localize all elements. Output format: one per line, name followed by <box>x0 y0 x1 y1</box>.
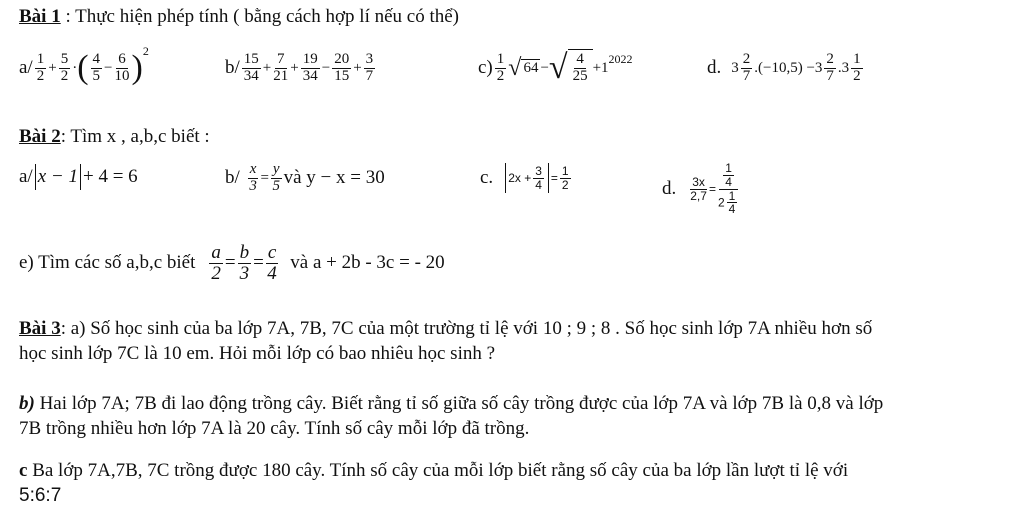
fraction: $\frac{2}{7}$ <box>742 50 751 84</box>
fraction: $\frac{1}{2}$ <box>496 50 505 84</box>
bai3-c-line1 <box>19 460 848 482</box>
fraction: $\frac{4}{5}$ <box>92 50 101 84</box>
bai2-title: Bài 2 <box>19 126 61 147</box>
fraction: $\frac{7}{21}$ <box>273 50 289 84</box>
bai3-c-line2: 5:6:7 <box>19 485 62 506</box>
bai3-b-line1 <box>19 393 883 415</box>
bai1-part-a: a/ $\frac{1}{2}$ + $\frac{5}{2}$ · ( $\frac{4}{5}$ − $\frac{6}{10}$ ) 2 <box>19 44 149 86</box>
bai2-part-b: b/ $\frac{x}{3}$ = $\frac{y}{5}$ và y − x = 30 <box>225 160 385 194</box>
bai2-instruction: : Tìm x , a,b,c biết : <box>60 126 210 147</box>
power-base: 1 <box>601 59 609 76</box>
exponent: 2022 <box>608 52 633 66</box>
bai1-title: Bài 1 <box>19 6 61 27</box>
bai2-d-label: d. <box>662 178 677 199</box>
bai1-a-label: a/ <box>19 57 33 78</box>
bai2-heading <box>19 126 210 148</box>
fraction: $\frac{20}{15}$ <box>334 50 350 84</box>
bai3-a-line2: học sinh lớp 7C là 10 em. Hỏi mỗi lớp có bao nhiêu học sinh ? <box>19 343 496 364</box>
bai3-a-text: : a) Số học sinh của ba lớp 7A, 7B, 7C của một trường tỉ lệ với 10 ; 9 ; 8 . Số học sinh lớp 7A nhiều hơn số <box>60 318 873 339</box>
fraction: $\frac{19}{34}$ <box>302 50 318 84</box>
bai2-part-d: d. $\frac{3x}{2,7}$ = $\frac{1}{4}$ 2 $\frac{1}{4}$ <box>662 146 741 232</box>
bai1-d-label: d. <box>707 57 722 78</box>
fraction: $\frac{a}{2}$ <box>211 241 221 284</box>
fraction: $\frac{x}{3}$ <box>249 160 257 194</box>
bai2-e-rest: và a + 2b - 3c = - 20 <box>290 252 445 273</box>
fraction: $\frac{1}{2}$ <box>36 50 45 84</box>
sqrt-sign: √ <box>548 49 568 86</box>
fraction: $\frac{3}{4}$ <box>535 163 542 192</box>
fraction: $\frac{c}{4}$ <box>267 241 277 284</box>
fraction: $\frac{1}{2}$ <box>853 50 861 84</box>
bai2-b-label: b/ <box>225 167 240 188</box>
bai1-part-c: c) $\frac{1}{2}$ √ 64 − √ $\frac{4}{25}$ + 1 2022 <box>478 49 633 86</box>
bai2-c-label: c. <box>480 167 494 188</box>
bai3-b-label: b) <box>19 393 35 414</box>
bai1-part-b: b/ $\frac{15}{34}$ + $\frac{7}{21}$ + $\frac{19}{34}$ − $\frac{20}{15}$ + $\frac{3}{7}$ <box>225 50 374 84</box>
fraction: $\frac{4}{25}$ <box>572 51 588 84</box>
fraction: $\frac{15}{34}$ <box>243 50 259 84</box>
fraction: $\frac{1}{4}$ <box>728 188 736 217</box>
fraction: $\frac{3x}{2,7}$ <box>690 174 707 203</box>
fraction: $\frac{6}{10}$ <box>114 50 130 84</box>
sqrt-radicand: 64 <box>523 60 539 76</box>
bai1-c-label: c) <box>478 57 493 78</box>
bai3-b-line2: 7B trồng nhiều hơn lớp 7A là 20 cây. Tính số cây mỗi lớp đã trồng. <box>19 418 530 439</box>
bai1-heading <box>19 6 459 28</box>
exponent: 2 <box>142 44 149 58</box>
bai2-b-rest: và y − x = 30 <box>283 167 385 188</box>
sqrt-sign: √ <box>508 54 522 81</box>
fraction: $\frac{y}{5}$ <box>272 160 280 194</box>
bai1-b-label: b/ <box>225 57 240 78</box>
bai2-a-label: a/ <box>19 166 33 187</box>
bai3-b-text: Hai lớp 7A; 7B đi lao động trồng cây. Biết rằng tỉ số giữa số cây trồng được của lớp 7A và lớp 7B là 0,8 và lớp <box>34 393 884 414</box>
bai2-e-text: e) Tìm các số a,b,c biết <box>19 252 196 273</box>
bai2-part-c: c. 2x + $\frac{3}{4}$ = $\frac{1}{2}$ <box>480 163 569 192</box>
bai3-a-line1 <box>19 318 872 340</box>
fraction: $\frac{b}{3}$ <box>239 241 250 284</box>
fraction: $\frac{3}{7}$ <box>365 50 374 84</box>
fraction: $\frac{5}{2}$ <box>60 50 69 84</box>
bai3-title: Bài 3 <box>19 318 61 339</box>
bai2-part-a <box>19 160 138 194</box>
bai1-instruction: : Thực hiện phép tính ( bằng cách hợp lí nếu có thể) <box>60 6 459 27</box>
fraction: $\frac{1}{4}$ <box>725 161 732 189</box>
bai2-a-rest: + 4 = 6 <box>82 166 138 187</box>
bai2-part-e: e) Tìm các số a,b,c biết $\frac{a}{2}$ = $\frac{b}{3}$ = $\frac{c}{4}$ và a + 2b - 3c = - 20 <box>19 241 445 284</box>
abs-expr: x − 1 <box>37 166 78 187</box>
fraction: $\frac{1}{2}$ <box>561 163 569 192</box>
bai1-part-d: d. 3 $\frac{2}{7}$ .(−10,5) − 3 $\frac{2}{7}$ .3 $\frac{1}{2}$ <box>707 50 861 84</box>
complex-fraction: $\frac{1}{4}$ 2 $\frac{1}{4}$ <box>718 162 739 215</box>
bai3-c-text: Ba lớp 7A,7B, 7C trồng được 180 cây. Tính số cây của mỗi lớp biết rằng số cây của ba lớp lần lượt tỉ lệ với <box>27 460 849 481</box>
bai3-c-label: c <box>19 460 28 481</box>
fraction: $\frac{2}{7}$ <box>826 50 834 84</box>
